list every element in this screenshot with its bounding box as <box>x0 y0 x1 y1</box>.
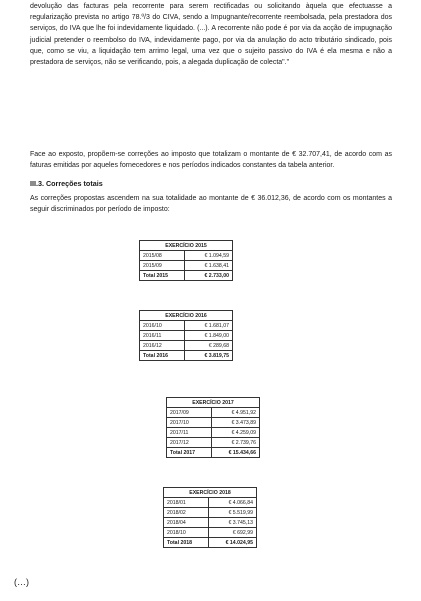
value-cell: € 692,99 <box>209 528 257 538</box>
value-cell: € 1.681,07 <box>185 321 233 331</box>
table-row <box>164 528 257 538</box>
total-row <box>140 351 233 361</box>
total-label: Total 2017 <box>167 448 212 458</box>
table-row <box>167 418 260 428</box>
total-value: € 3.819,75 <box>185 351 233 361</box>
period-cell: 2015/08 <box>140 251 185 261</box>
table-exercicio-2015 <box>139 240 233 281</box>
period-cell: 2017/12 <box>167 438 212 448</box>
period-cell: 2017/11 <box>167 428 212 438</box>
table-title: EXERCÍCIO 2016 <box>140 311 233 321</box>
omission-marker: (…) <box>14 577 29 587</box>
period-cell: 2018/10 <box>164 528 209 538</box>
value-cell: € 1.638,41 <box>185 261 233 271</box>
period-cell: 2017/09 <box>167 408 212 418</box>
table-exercicio-2016 <box>139 310 233 361</box>
total-row <box>167 448 260 458</box>
total-label: Total 2018 <box>164 538 209 548</box>
table-row <box>164 508 257 518</box>
table-row <box>140 331 233 341</box>
total-value: € 14.024,95 <box>209 538 257 548</box>
period-cell: 2016/12 <box>140 341 185 351</box>
table-title: EXERCÍCIO 2018 <box>164 488 257 498</box>
table-title: EXERCÍCIO 2017 <box>167 398 260 408</box>
value-cell: € 4.066,84 <box>209 498 257 508</box>
table-row <box>140 261 233 271</box>
period-cell: 2015/09 <box>140 261 185 271</box>
value-cell: € 1.849,00 <box>185 331 233 341</box>
total-row <box>164 538 257 548</box>
value-cell: € 1.094,59 <box>185 251 233 261</box>
summary-paragraph: Face ao exposto, propõem-se correções ao imposto que totalizam o montante de € 32.707,41, de acordo com as faturas emitidas por aqueles fornecedores e nos períodos indicados constantes da tabela anterior. <box>30 151 392 170</box>
period-cell: 2018/04 <box>164 518 209 528</box>
table-row <box>164 498 257 508</box>
total-label: Total 2016 <box>140 351 185 361</box>
table-exercicio-2018 <box>163 487 257 548</box>
table-row <box>167 408 260 418</box>
table-exercicio-2017 <box>166 397 260 458</box>
total-value: € 2.733,00 <box>185 271 233 281</box>
period-cell: 2016/11 <box>140 331 185 341</box>
value-cell: € 3.473,89 <box>212 418 260 428</box>
table-row <box>164 518 257 528</box>
total-label: Total 2015 <box>140 271 185 281</box>
value-cell: € 4.259,09 <box>212 428 260 438</box>
value-cell: € 2.739,76 <box>212 438 260 448</box>
period-cell: 2017/10 <box>167 418 212 428</box>
total-value: € 15.434,66 <box>212 448 260 458</box>
value-cell: € 289,68 <box>185 341 233 351</box>
value-cell: € 4.951,92 <box>212 408 260 418</box>
value-cell: € 5.519,99 <box>209 508 257 518</box>
section-heading: III.3. Correções totais <box>30 179 103 188</box>
table-row <box>140 251 233 261</box>
period-cell: 2018/01 <box>164 498 209 508</box>
intro-paragraph: As correções propostas ascendem na sua totalidade ao montante de € 36.012,36, de acordo com os montantes a seguir discriminados por período de imposto: <box>30 195 392 214</box>
table-row <box>140 321 233 331</box>
quoted-paragraph: devolução das facturas pela recorrente para serem rectificadas ou solicitando àquela que efectuasse a regularização prevista no artigo 78.º/3 do CIVA, sendo a Impugnante/recorrente reembolsada, pela prestadora dos serviços, do IVA que lhe foi indevidamente liquidado. (...). A recorrente não pode é por via da acção de impugnação judicial pretender o reembolso do IVA, indevidamente pago, por via da anulação do acto tributário sindicado, pois que, como se viu, a liquidação tem arrimo legal, uma vez que o sujeito passivo do IVA é ela mesma e não a prestadora de serviços, não se verificando, pois, a alegada duplicação de colecta"." <box>30 3 392 67</box>
period-cell: 2016/10 <box>140 321 185 331</box>
table-row <box>167 438 260 448</box>
value-cell: € 3.745,13 <box>209 518 257 528</box>
period-cell: 2018/02 <box>164 508 209 518</box>
total-row <box>140 271 233 281</box>
table-title: EXERCÍCIO 2015 <box>140 241 233 251</box>
table-row <box>140 341 233 351</box>
table-row <box>167 428 260 438</box>
